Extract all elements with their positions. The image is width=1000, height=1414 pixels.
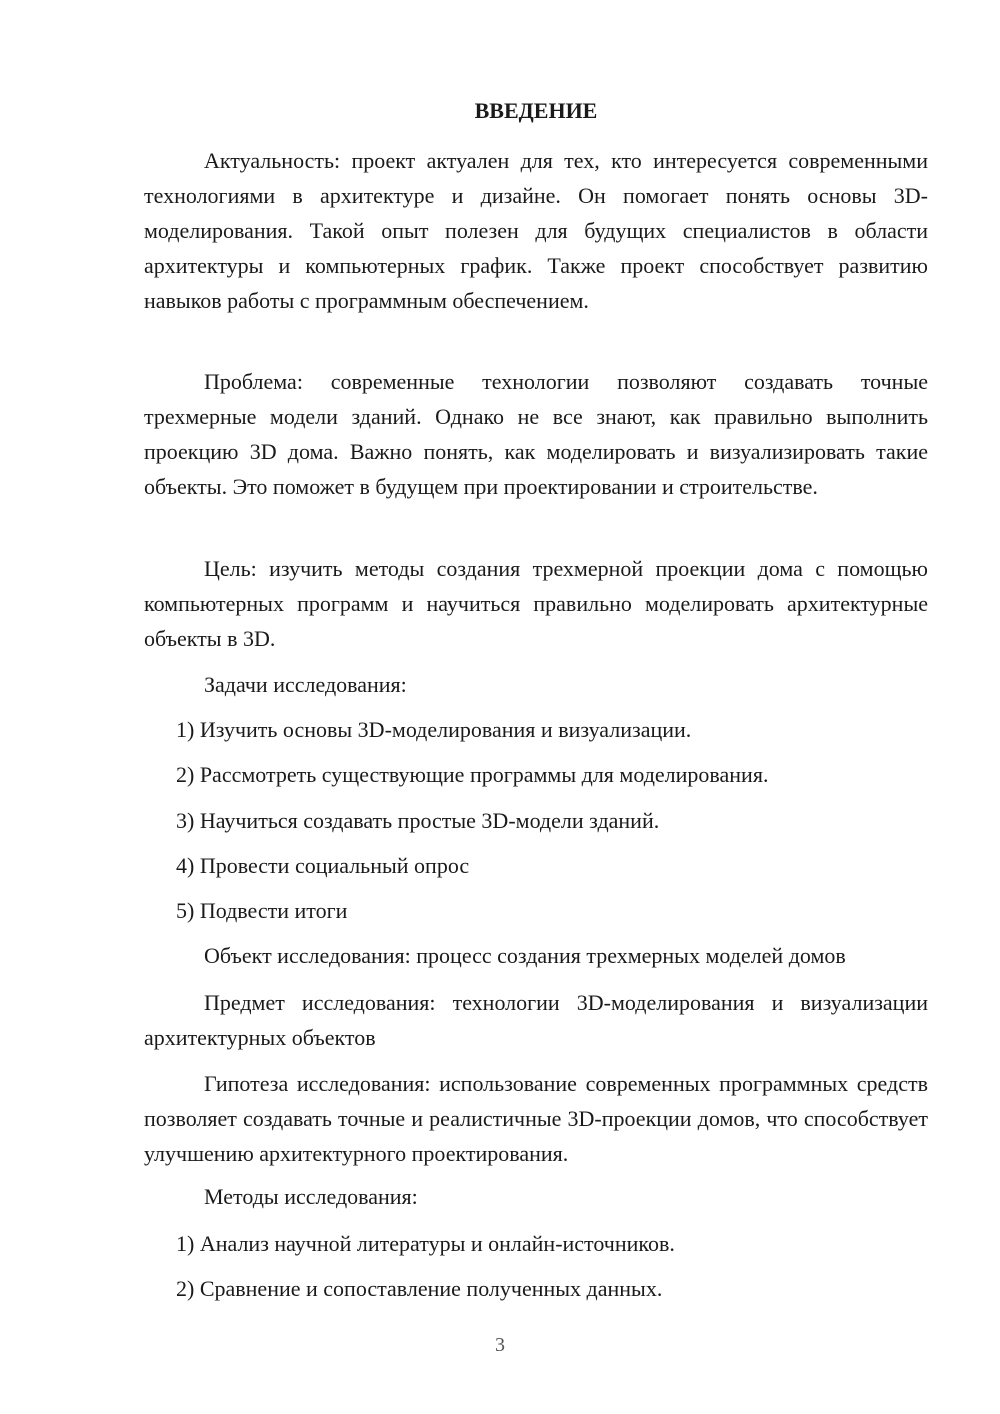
- hypothesis-paragraph: Гипотеза исследования: использование современных программных средств позволяет создавать точные и реалистичные 3D-проекции домов, что способствует улучшению архитектурного проектирования.: [144, 1071, 928, 1166]
- subject-paragraph: Предмет исследования: технологии 3D-моделирования и визуализации архитектурных объектов: [144, 990, 928, 1050]
- page-number: 3: [495, 1334, 505, 1356]
- methods-heading: Методы исследования:: [204, 1184, 418, 1209]
- method-item-1: 1) Анализ научной литературы и онлайн-источников.: [176, 1231, 675, 1256]
- task-item-4: 4) Провести социальный опрос: [176, 853, 470, 878]
- problem-paragraph: Проблема: современные технологии позволяют создавать точные трехмерные модели зданий. Однако не все знают, как правильно выполнить проекцию 3D дома. Важно понять, как моделировать и визуализировать такие объекты. Это поможет в будущем при проектировании и строительстве.: [144, 369, 928, 499]
- tasks-heading: Задачи исследования:: [204, 672, 407, 697]
- page-title: ВВЕДЕНИЕ: [474, 98, 598, 123]
- object-paragraph: Объект исследования: процесс создания трехмерных моделей домов: [204, 943, 846, 968]
- task-item-2: 2) Рассмотреть существующие программы для моделирования.: [176, 762, 769, 787]
- task-item-5: 5) Подвести итоги: [176, 898, 348, 923]
- goal-paragraph: Цель: изучить методы создания трехмерной проекции дома с помощью компьютерных программ и научиться правильно моделировать архитектурные объекты в 3D.: [144, 556, 928, 651]
- task-item-1: 1) Изучить основы 3D-моделирования и визуализации.: [176, 717, 692, 742]
- relevance-paragraph: Актуальность: проект актуален для тех, кто интересуется современными технологиями в архитектуре и дизайне. Он помогает понять основы 3D-моделирования. Такой опыт полезен для будущих специалистов в области архитектуры и компьютерных график. Также проект способствует развитию навыков работы с программным обеспечением.: [144, 148, 928, 313]
- task-item-3: 3) Научиться создавать простые 3D-модели зданий.: [176, 808, 660, 833]
- method-item-2: 2) Сравнение и сопоставление полученных данных.: [176, 1276, 663, 1301]
